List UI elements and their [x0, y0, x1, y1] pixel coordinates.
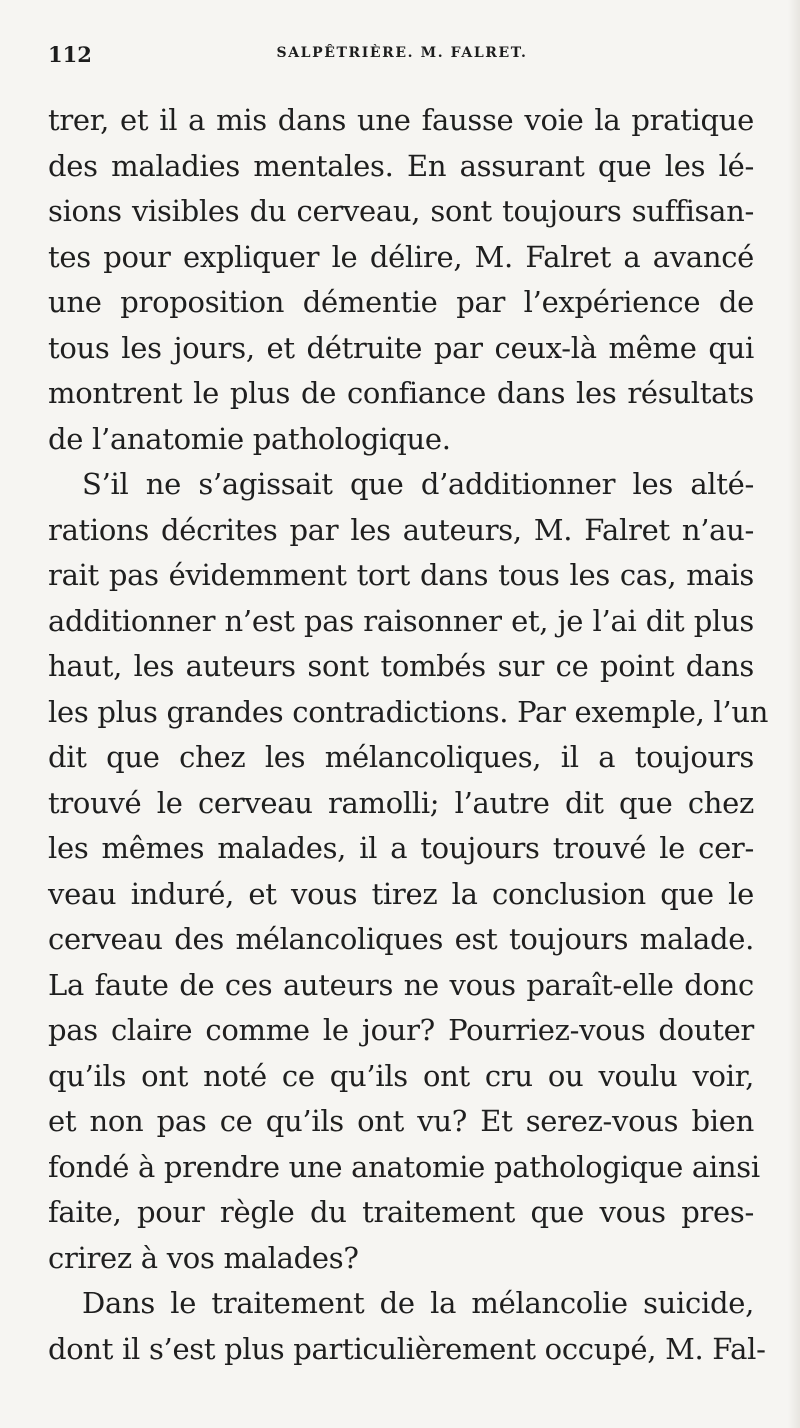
text-line: une proposition démentie par l’expérience de: [48, 285, 754, 319]
text-line: La faute de ces auteurs ne vous paraît-elle donc: [48, 967, 754, 1002]
text-line: dit que chez les mélancoliques, il a toujours: [48, 740, 754, 774]
text-line: Dans le traitement de la mélancolie suicide,: [82, 1286, 754, 1320]
text-line: rations décrites par les auteurs, M. Falret n’au-: [48, 512, 754, 547]
text-line: rait pas évidemment tort dans tous les cas, mais: [48, 558, 754, 592]
text-line: pas claire comme le jour? Pourriez-vous douter: [48, 1013, 754, 1047]
text-line: dont il s’est plus particulièrement occupé, M. Fal-: [48, 1331, 766, 1366]
text-line: des maladies mentales. En assurant que les lé-: [48, 148, 754, 183]
text-line: trouvé le cerveau ramolli; l’autre dit que chez: [48, 785, 754, 820]
text-line: sions visibles du cerveau, sont toujours suffisan-: [48, 194, 754, 228]
text-line: de l’anatomie pathologique.: [48, 421, 451, 456]
text-line: veau induré, et vous tirez la conclusion que le: [48, 876, 754, 911]
text-line: crirez à vos malades?: [48, 1240, 359, 1275]
body-text: [48, 98, 769, 1372]
text-line: qu’ils ont noté ce qu’ils ont cru ou voulu voir,: [48, 1058, 754, 1093]
text-line: S’il ne s’agissait que d’additionner les alté-: [82, 467, 754, 501]
text-line: cerveau des mélancoliques est toujours malade.: [48, 922, 754, 956]
page-header: [48, 42, 756, 76]
text-line: haut, les auteurs sont tombés sur ce point dans: [48, 649, 754, 683]
text-line: montrent le plus de confiance dans les résultats: [48, 376, 754, 410]
text-line: faite, pour règle du traitement que vous pres-: [48, 1195, 754, 1229]
running-head: SALPÊTRIÈRE. M. FALRET.: [276, 45, 528, 61]
text-line: tous les jours, et détruite par ceux-là même qui: [48, 330, 754, 365]
page-number: 112: [48, 42, 92, 67]
text-line: les mêmes malades, il a toujours trouvé le cer-: [48, 831, 754, 865]
text-line: tes pour expliquer le délire, M. Falret a avancé: [48, 239, 754, 274]
text-line: et non pas ce qu’ils ont vu? Et serez-vous bien: [48, 1104, 754, 1138]
text-line: trer, et il a mis dans une fausse voie la pratique: [48, 103, 754, 137]
text-line: les plus grandes contradictions. Par exemple, l’un: [48, 694, 769, 729]
page-edge-shadow: [788, 0, 800, 1428]
text-line: additionner n’est pas raisonner et, je l’ai dit plus: [48, 603, 754, 638]
text-line: fondé à prendre une anatomie pathologique ainsi: [48, 1149, 760, 1184]
